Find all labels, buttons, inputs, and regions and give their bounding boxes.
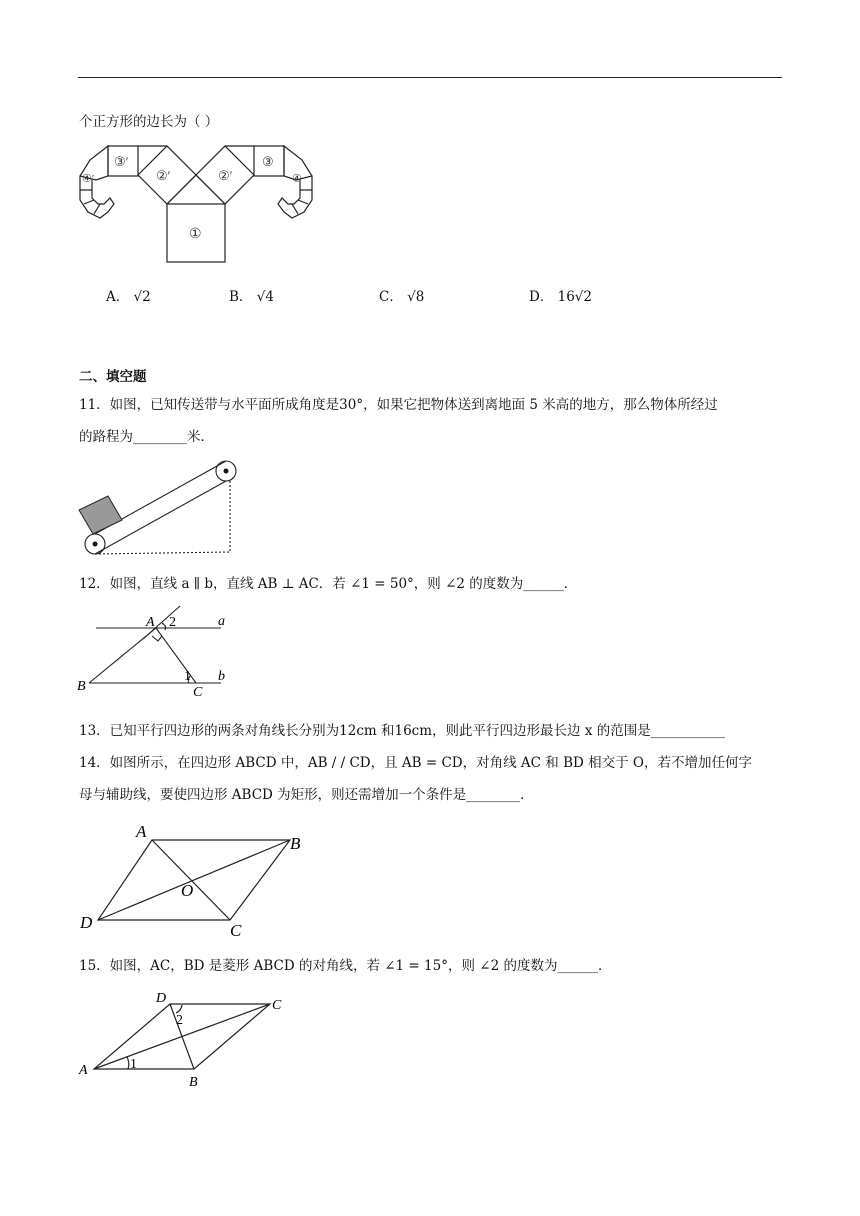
q10-label-1: ① — [189, 227, 202, 242]
q14-label-A: A — [136, 822, 147, 841]
q14-label-B: B — [290, 834, 301, 853]
q14-label-O: O — [181, 881, 194, 900]
q15-label-C: C — [272, 998, 282, 1013]
q15-text: 15．如图，AC，BD 是菱形 ABCD 的对角线，若 ∠1 = 15°，则 ∠2 的度数为______． — [79, 958, 612, 974]
q10-label-3r: ③ — [262, 154, 274, 169]
q15-label-D: D — [156, 991, 167, 1006]
q11-line1: 11．如图，已知传送带与水平面所成角度是30°，如果它把物体送到离地面 5 米高的地方，那么物体所经过 — [79, 397, 718, 413]
q12-label-a: a — [218, 614, 225, 629]
q15-label-B: B — [189, 1075, 198, 1090]
section-title: 二、填空题 — [79, 369, 147, 385]
q14-line2: 母与辅助线，要使四边形 ABCD 为矩形，则还需增加一个条件是________． — [79, 787, 534, 803]
q14-label-D: D — [80, 913, 93, 932]
header-rule — [78, 77, 782, 78]
q10-label-3l: ③′ — [114, 154, 129, 169]
q10-label-2l: ②′ — [156, 168, 171, 183]
q14-label-C: C — [230, 921, 242, 940]
q10-option-a: A． √2 — [106, 289, 151, 305]
q12-label-B: B — [77, 679, 86, 694]
q10-text: 个正方形的边长为（ ） — [79, 114, 219, 130]
q11-line2: 的路程为________米． — [79, 429, 214, 445]
q12-label-b: b — [218, 669, 225, 684]
q12-figure — [76, 606, 236, 698]
q13-text: 13．已知平行四边形的两条对角线长分别为12cm 和16cm，则此平行四边形最长边 x 的范围是___________ — [79, 723, 725, 739]
q15-label-A: A — [79, 1063, 88, 1078]
q10-option-d: D． 16√2 — [529, 289, 592, 305]
q12-label-A: A — [146, 615, 155, 630]
q11-figure — [78, 458, 238, 560]
q12-label-C: C — [193, 685, 203, 700]
q14-figure — [78, 820, 308, 940]
q10-option-c: C． √8 — [379, 289, 425, 305]
q10-label-2r: ②′ — [218, 168, 233, 183]
box — [79, 496, 122, 534]
q12-label-2: 2 — [169, 615, 176, 630]
q10-label-4l: ④′ — [82, 173, 95, 185]
q12-label-1: 1 — [184, 669, 191, 684]
q10-label-4r: ④ — [292, 173, 302, 185]
q14-line1: 14．如图所示，在四边形 ABCD 中，AB / / CD，且 AB = CD，对角线 AC 和 BD 相交于 O，若不增加任何字 — [79, 755, 752, 771]
q10-figure — [76, 142, 321, 266]
q10-option-b: B． √4 — [229, 289, 274, 305]
q15-figure — [78, 988, 290, 1092]
q15-label-2: 2 — [176, 1013, 183, 1028]
q12-text: 12．如图，直线 a ∥ b，直线 AB ⊥ AC．若 ∠1 = 50°，则 ∠2 的度数为______． — [79, 576, 578, 592]
q15-label-1: 1 — [130, 1057, 137, 1072]
